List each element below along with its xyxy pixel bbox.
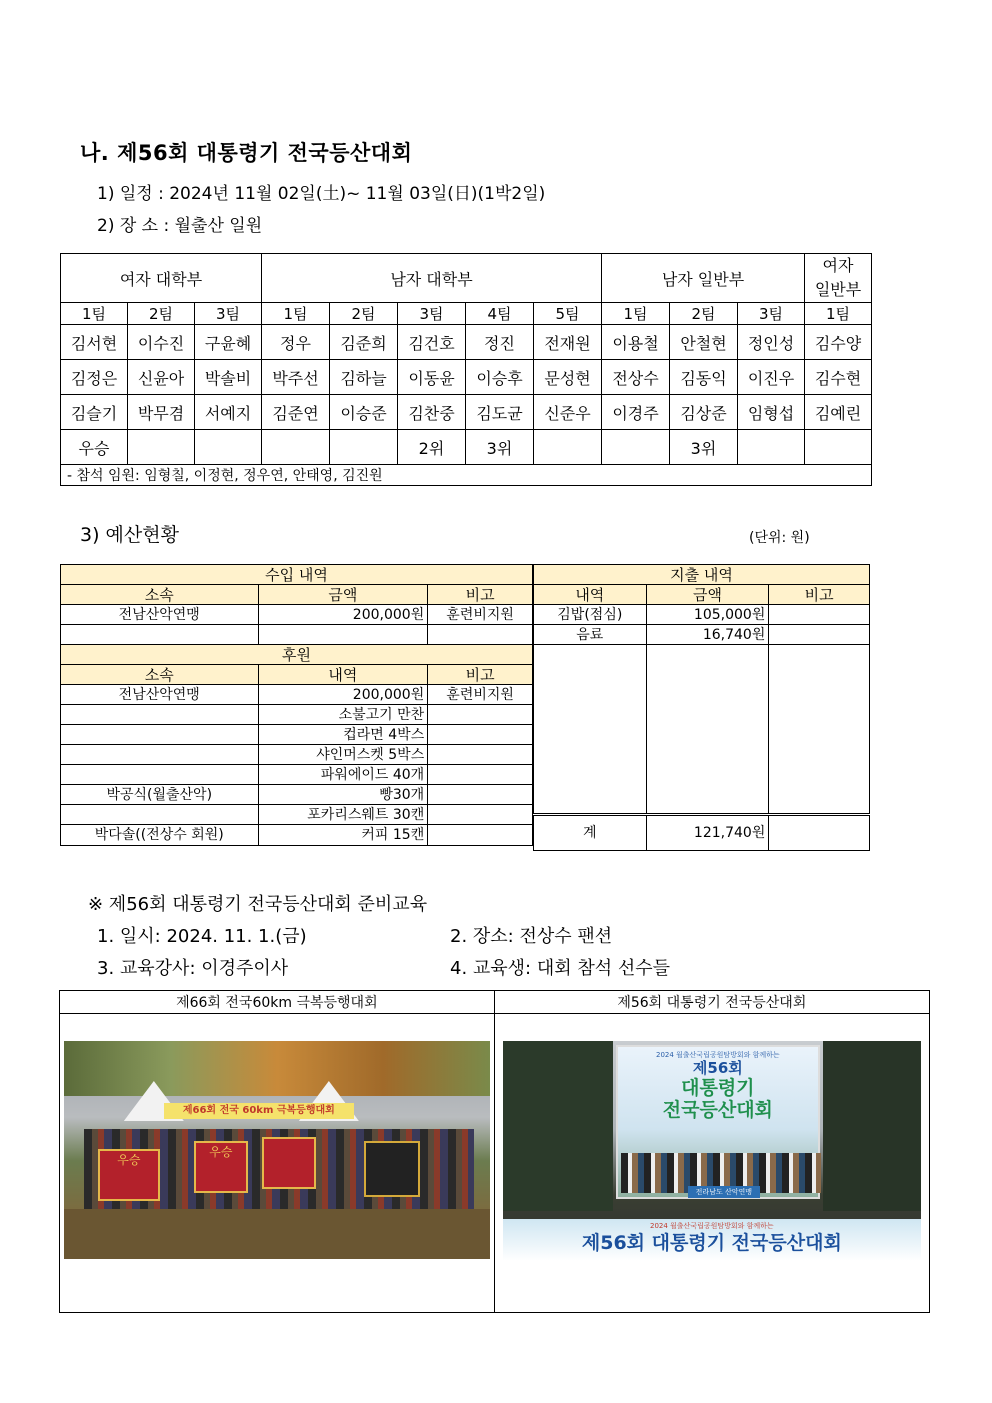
sponsor-row xyxy=(61,805,533,825)
right-photo-caption: 제56회 대통령기 전국등산대회 xyxy=(494,991,929,1014)
member-name: 이동윤 xyxy=(398,360,466,395)
billboard-line1: 제56회 xyxy=(692,1059,743,1077)
team-result xyxy=(602,430,670,465)
victory-flag xyxy=(194,1141,248,1193)
member-name: 박주선 xyxy=(262,360,330,395)
left-event-photo xyxy=(64,1041,490,1259)
expense-note xyxy=(769,605,870,625)
sponsor-header-note: 비고 xyxy=(428,665,533,685)
expense-row xyxy=(534,625,870,645)
member-name: 문성현 xyxy=(534,360,602,395)
member-name: 신윤아 xyxy=(128,360,195,395)
left-photo-caption: 제66회 전국60km 극복등행대회 xyxy=(60,991,495,1014)
expense-header-note: 비고 xyxy=(769,585,870,605)
section-title: 나. 제56회 대통령기 전국등산대회 xyxy=(80,141,413,165)
sponsor-affiliation xyxy=(61,725,259,745)
group-women-univ: 여자 대학부 xyxy=(61,254,262,303)
victory-flag-text: 우승 xyxy=(117,1153,141,1167)
expense-header-amount: 금액 xyxy=(646,585,769,605)
attending-officers-note: - 참석 임원: 임형칠, 이정현, 정우연, 안태영, 김진원 xyxy=(61,465,872,486)
team-result: 3위 xyxy=(466,430,534,465)
photo-table xyxy=(59,990,930,1313)
member-name: 김서현 xyxy=(61,325,128,360)
team-header: 2팀 xyxy=(330,303,398,325)
team-header: 5팀 xyxy=(534,303,602,325)
income-row xyxy=(61,605,533,625)
sponsor-row xyxy=(61,825,533,846)
member-name: 전상수 xyxy=(602,360,670,395)
member-name: 김수현 xyxy=(805,360,872,395)
sponsor-detail: 200,000원 xyxy=(258,685,428,705)
venue-line: 2) 장 소 : 월출산 일원 xyxy=(97,216,263,236)
group-men-univ: 남자 대학부 xyxy=(262,254,602,303)
sponsor-detail: 파워에이드 40개 xyxy=(258,765,428,785)
member-name: 김준희 xyxy=(330,325,398,360)
budget-title: 3) 예산현황 xyxy=(80,524,179,546)
team-header: 1팀 xyxy=(602,303,670,325)
team-header: 1팀 xyxy=(61,303,128,325)
sponsor-affiliation: 전남산악연맹 xyxy=(61,685,259,705)
member-name: 김도균 xyxy=(466,395,534,430)
sponsor-detail: 컵라면 4박스 xyxy=(258,725,428,745)
member-name: 김건호 xyxy=(398,325,466,360)
member-name: 이수진 xyxy=(128,325,195,360)
sponsor-affiliation xyxy=(61,705,259,725)
expense-amount: 105,000원 xyxy=(646,605,769,625)
expense-note xyxy=(769,625,870,645)
expense-header-item: 내역 xyxy=(534,585,647,605)
member-row xyxy=(61,360,872,395)
team-result xyxy=(738,430,805,465)
member-name: 이진우 xyxy=(738,360,805,395)
schedule-line: 1) 일정 : 2024년 11월 02일(土)~ 11월 03일(日)(1박2일) xyxy=(97,184,546,204)
income-header-affiliation: 소속 xyxy=(61,585,259,605)
team-result xyxy=(128,430,195,465)
roster-table xyxy=(60,253,872,486)
team-header: 3팀 xyxy=(738,303,805,325)
team-result xyxy=(330,430,398,465)
prep-date: 1. 일시: 2024. 11. 1.(금) xyxy=(97,926,307,947)
member-name: 서예지 xyxy=(195,395,262,430)
team-header: 2팀 xyxy=(128,303,195,325)
right-group-banner: 전라남도 산악연맹 xyxy=(688,1186,760,1198)
billboard-line3: 전국등산대회 xyxy=(662,1099,773,1121)
member-name: 김하늘 xyxy=(330,360,398,395)
sponsor-title: 후원 xyxy=(61,645,533,665)
sponsor-note xyxy=(428,745,533,765)
sponsor-note xyxy=(428,765,533,785)
sponsor-note xyxy=(428,705,533,725)
team-header: 3팀 xyxy=(195,303,262,325)
sponsor-row xyxy=(61,745,533,765)
expense-total-value: 121,740원 xyxy=(646,815,769,851)
sponsor-row xyxy=(61,705,533,725)
right-event-photo xyxy=(503,1041,921,1261)
team-result xyxy=(534,430,602,465)
income-affiliation: 전남산악연맹 xyxy=(61,605,259,625)
sponsor-row xyxy=(61,685,533,705)
team-result xyxy=(805,430,872,465)
member-name: 김정은 xyxy=(61,360,128,395)
sponsor-affiliation: 박공식(월출산악) xyxy=(61,785,259,805)
member-name: 이승후 xyxy=(466,360,534,395)
member-name: 전재원 xyxy=(534,325,602,360)
member-name: 김슬기 xyxy=(61,395,128,430)
member-name: 정우 xyxy=(262,325,330,360)
income-amount: 200,000원 xyxy=(258,605,428,625)
member-name: 김상준 xyxy=(670,395,738,430)
member-name: 안철현 xyxy=(670,325,738,360)
member-name: 김동익 xyxy=(670,360,738,395)
member-name: 정인성 xyxy=(738,325,805,360)
income-title: 수입 내역 xyxy=(61,565,533,585)
sponsor-note xyxy=(428,825,533,846)
member-name: 구윤혜 xyxy=(195,325,262,360)
bottom-banner-small: 2024 월출산국립공원탐방회와 함께하는 xyxy=(649,1222,774,1230)
victory-flag xyxy=(98,1149,160,1201)
prep-trainees: 4. 교육생: 대회 참석 선수들 xyxy=(450,958,671,979)
team-result: 2위 xyxy=(398,430,466,465)
member-name: 김준연 xyxy=(262,395,330,430)
victory-flag-text: 우승 xyxy=(209,1145,233,1159)
left-photo-banner: 제66회 전국 60km 극복등행대회 xyxy=(164,1103,354,1119)
sponsor-row xyxy=(61,785,533,805)
prep-instructor: 3. 교육강사: 이경주이사 xyxy=(97,958,289,979)
sponsor-detail: 샤인머스켓 5박스 xyxy=(258,745,428,765)
expense-total-label: 계 xyxy=(534,815,647,851)
budget-unit: (단위: 원) xyxy=(749,530,810,546)
member-name: 신준우 xyxy=(534,395,602,430)
sponsor-detail: 빵30개 xyxy=(258,785,428,805)
sponsor-note xyxy=(428,805,533,825)
member-name: 이승준 xyxy=(330,395,398,430)
income-header-amount: 금액 xyxy=(258,585,428,605)
member-name: 이경주 xyxy=(602,395,670,430)
member-name: 임형섭 xyxy=(738,395,805,430)
income-row xyxy=(61,625,533,645)
sponsor-note: 훈련비지원 xyxy=(428,685,533,705)
expense-row xyxy=(534,605,870,625)
expense-title: 지출 내역 xyxy=(534,565,870,585)
member-name: 박무겸 xyxy=(128,395,195,430)
expense-item: 음료 xyxy=(534,625,647,645)
prep-title: ※ 제56회 대통령기 전국등산대회 준비교육 xyxy=(88,894,428,915)
expense-table xyxy=(533,564,870,851)
team-header: 3팀 xyxy=(398,303,466,325)
sponsor-affiliation xyxy=(61,805,259,825)
team-result xyxy=(262,430,330,465)
sponsor-note xyxy=(428,785,533,805)
team-header: 4팀 xyxy=(466,303,534,325)
member-name: 정진 xyxy=(466,325,534,360)
income-header-note: 비고 xyxy=(428,585,533,605)
bottom-banner xyxy=(503,1219,921,1261)
member-row xyxy=(61,325,872,360)
sponsor-affiliation xyxy=(61,765,259,785)
prep-place: 2. 장소: 전상수 팬션 xyxy=(450,926,613,947)
group-women-general: 여자 일반부 xyxy=(805,254,872,303)
member-name: 이용철 xyxy=(602,325,670,360)
sponsor-note xyxy=(428,725,533,745)
team-header: 2팀 xyxy=(670,303,738,325)
result-row xyxy=(61,430,872,465)
member-row xyxy=(61,395,872,430)
sponsor-row xyxy=(61,725,533,745)
team-header: 1팀 xyxy=(805,303,872,325)
billboard-line2: 대통령기 xyxy=(681,1077,755,1099)
sponsor-row xyxy=(61,765,533,785)
bottom-banner-big: 제56회 대통령기 전국등산대회 xyxy=(581,1232,842,1254)
income-note: 훈련비지원 xyxy=(428,605,533,625)
sponsor-detail: 소불고기 만찬 xyxy=(258,705,428,725)
expense-amount: 16,740원 xyxy=(646,625,769,645)
member-name: 김예린 xyxy=(805,395,872,430)
sponsor-affiliation xyxy=(61,745,259,765)
group-men-general: 남자 일반부 xyxy=(602,254,805,303)
expense-item: 김밥(점심) xyxy=(534,605,647,625)
income-table xyxy=(60,564,533,846)
team-header: 1팀 xyxy=(262,303,330,325)
member-name: 박솔비 xyxy=(195,360,262,395)
team-result xyxy=(195,430,262,465)
sponsor-header-detail: 내역 xyxy=(258,665,428,685)
sponsor-detail: 커피 15캔 xyxy=(258,825,428,846)
sponsor-affiliation: 박다솔((전상수 회원) xyxy=(61,825,259,846)
team-result: 우승 xyxy=(61,430,128,465)
sponsor-header-affiliation: 소속 xyxy=(61,665,259,685)
billboard-top-text: 2024 월출산국립공원탐방회와 함께하는 xyxy=(655,1051,780,1059)
member-name: 김찬중 xyxy=(398,395,466,430)
member-name: 김수양 xyxy=(805,325,872,360)
sponsor-detail: 포카리스웨트 30캔 xyxy=(258,805,428,825)
team-result: 3위 xyxy=(670,430,738,465)
